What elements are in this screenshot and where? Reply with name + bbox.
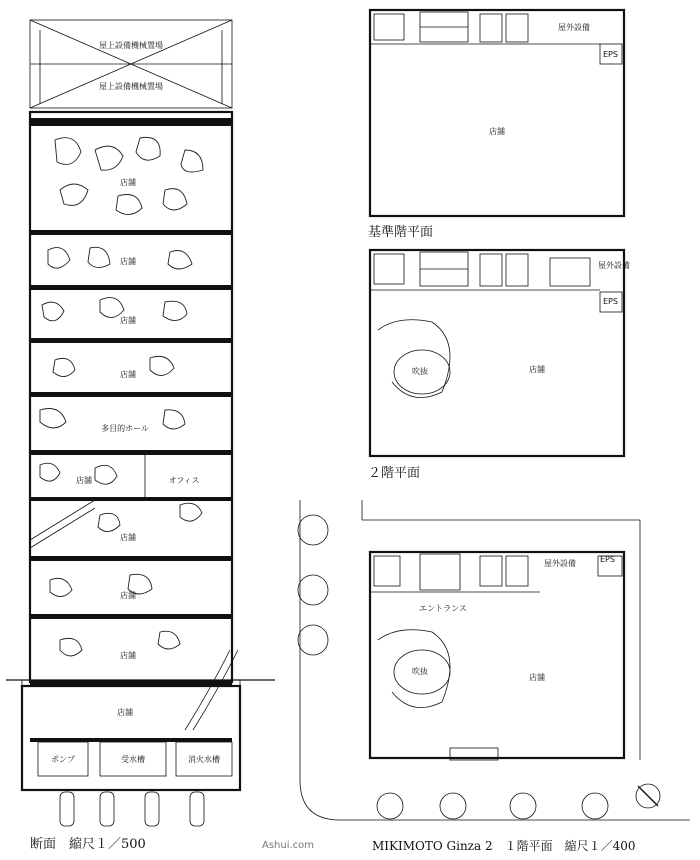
street-curb (300, 500, 690, 820)
store-label: 店舗 (489, 127, 505, 136)
roof-equipment-label-1: 屋上設備機械置場 (99, 41, 163, 50)
floor-label: 店舗 (120, 533, 136, 542)
store-label: 店舗 (529, 673, 545, 682)
north-arrow-icon (636, 784, 660, 808)
typical-floor-plan (368, 10, 624, 240)
store-label: 店舗 (529, 365, 545, 374)
eps-label: EPS (603, 297, 618, 306)
foundation-piles (60, 792, 204, 826)
building-section (6, 20, 275, 852)
floor-label: 店舗 (76, 476, 92, 485)
eps-label: EPS (603, 50, 618, 59)
pump-label: ポンプ (51, 755, 75, 764)
water-tank-label: 受水槽 (121, 755, 145, 764)
floor-label: 店舗 (120, 591, 136, 600)
second-plan-caption: ２階平面 (368, 466, 421, 481)
outdoor-equipment-label: 屋外設備 (598, 261, 630, 270)
ground-plan-caption: MIKIMOTO Ginza 2 １階平面 縮尺１／400 (372, 839, 636, 853)
ground-floor-plan (298, 500, 690, 853)
outdoor-equipment-label: 屋外設備 (544, 559, 576, 568)
floor-label: 店舗 (120, 370, 136, 379)
section-caption: 断面 縮尺１／500 (30, 837, 146, 852)
floor-label: 店舗 (120, 316, 136, 325)
floor-label: 店舗 (120, 257, 136, 266)
floor-label: 店舗 (120, 178, 136, 187)
basement-label: 店舗 (117, 708, 133, 717)
spiral-stair (378, 320, 450, 398)
office-label: オフィス (168, 476, 200, 485)
second-floor-plan (368, 250, 630, 481)
entrance-label: エントランス (419, 604, 467, 613)
outdoor-equipment-label: 屋外設備 (558, 23, 590, 32)
floor-label: 店舗 (120, 651, 136, 660)
typical-plan-caption: 基準階平面 (368, 225, 434, 240)
roof-equipment-label-2: 屋上設備機械置場 (99, 82, 163, 91)
watermark: Ashui.com (262, 840, 315, 851)
fire-tank-label: 消火水槽 (188, 755, 220, 764)
floor-label: 多目的ホール (101, 424, 149, 433)
atrium-label: 吹抜 (412, 367, 428, 376)
atrium-label: 吹抜 (412, 667, 428, 676)
eps-label: EPS (600, 555, 615, 564)
